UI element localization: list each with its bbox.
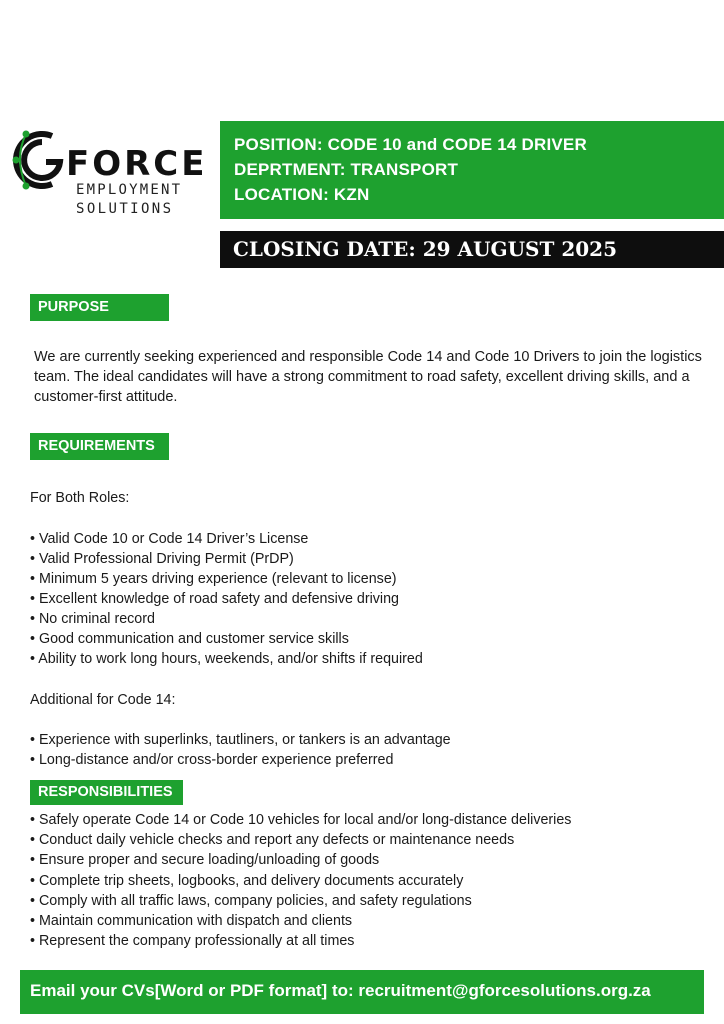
apply-email-text: Email your CVs[Word or PDF format] to: recruitment@gforcesolutions.org.za: [30, 981, 651, 1000]
responsibility-item: • Comply with all traffic laws, company policies, and safety regulations: [30, 893, 472, 909]
responsibility-item: • Ensure proper and secure loading/unloading of goods: [30, 852, 380, 868]
logo-g-mark-icon: [12, 128, 72, 192]
requirement-item: • Excellent knowledge of road safety and defensive driving: [30, 591, 400, 607]
requirement-item: • Good communication and customer service skills: [30, 631, 349, 647]
requirement-item: • No criminal record: [30, 611, 155, 627]
logo-employment-text: EMPLOYMENT: [76, 182, 183, 198]
responsibility-item: • Safely operate Code 14 or Code 10 vehicles for local and/or long-distance deliveries: [30, 812, 572, 828]
additional-requirements-intro: Additional for Code 14:: [30, 692, 176, 708]
requirements-intro: For Both Roles:: [30, 490, 130, 506]
responsibility-item: • Conduct daily vehicle checks and report any defects or maintenance needs: [30, 832, 515, 848]
apply-footer-banner: [20, 970, 704, 1014]
responsibility-item: • Complete trip sheets, logbooks, and delivery documents accurately: [30, 873, 464, 889]
additional-requirement-item: • Long-distance and/or cross-border experience preferred: [30, 752, 394, 768]
department-title: DEPRTMENT: TRANSPORT: [234, 160, 459, 179]
purpose-heading: PURPOSE: [30, 294, 169, 321]
responsibility-item: • Represent the company professionally at all times: [30, 933, 355, 949]
location-title: LOCATION: KZN: [234, 185, 370, 204]
closing-date-text: CLOSING DATE: 29 AUGUST 2025: [233, 237, 617, 261]
logo-brand-text: FORCE: [66, 144, 208, 184]
position-header: [220, 121, 724, 219]
requirement-item: • Ability to work long hours, weekends, and/or shifts if required: [30, 651, 423, 667]
additional-requirement-item: • Experience with superlinks, tautliners, or tankers is an advantage: [30, 732, 451, 748]
logo-solutions-text: SOLUTIONS: [76, 201, 174, 217]
requirement-item: • Valid Code 10 or Code 14 Driver’s License: [30, 531, 309, 547]
requirements-heading: REQUIREMENTS: [30, 433, 169, 460]
requirement-item: • Minimum 5 years driving experience (relevant to license): [30, 571, 397, 587]
closing-date-banner: [220, 231, 724, 268]
purpose-text: We are currently seeking experienced and responsible Code 14 and Code 10 Drivers to join the logistics team. The ideal candidates will have a strong commitment to road safety, excellent driving skills, and a customer-first attitude.: [34, 349, 702, 405]
position-title: POSITION: CODE 10 and CODE 14 DRIVER: [234, 135, 587, 154]
responsibilities-heading: RESPONSIBILITIES: [30, 780, 183, 805]
responsibility-item: • Maintain communication with dispatch and clients: [30, 913, 353, 929]
requirement-item: • Valid Professional Driving Permit (PrDP): [30, 551, 294, 567]
